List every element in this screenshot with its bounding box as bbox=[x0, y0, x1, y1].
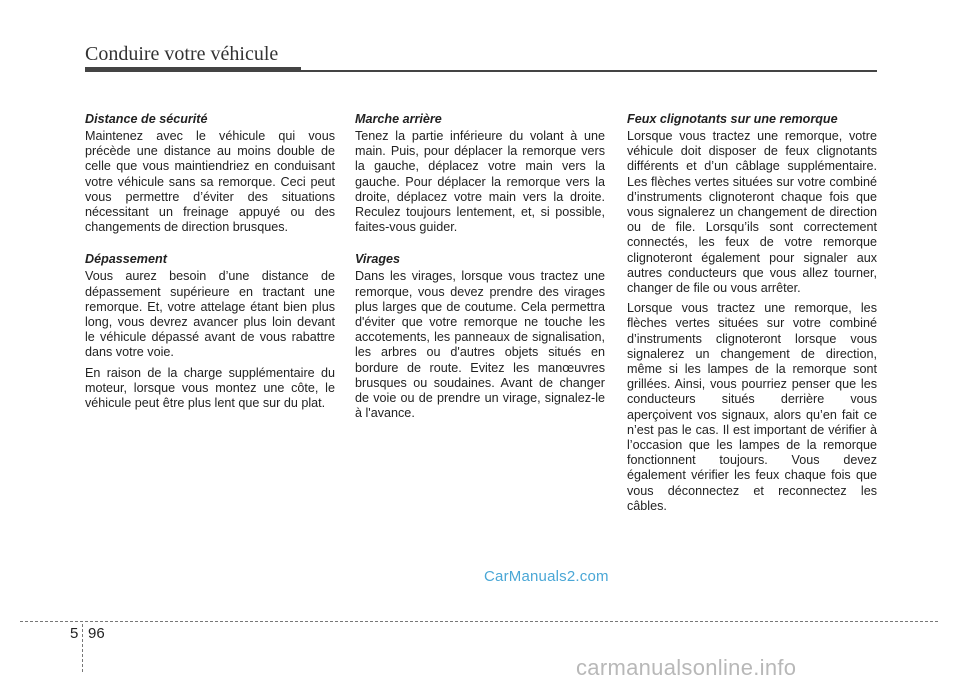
paragraph-marche-arriere: Tenez la partie inférieure du volant à une main. Puis, pour déplacer la remorque vers la gauche, déplacez votre main vers la gauche. Pour déplacer la remorque vers la droite, déplacez votre main vers la droite. Reculez toujours lentement, et, si possible, faites-vous guider. bbox=[355, 129, 605, 235]
paragraph-distance: Maintenez avec le véhicule qui vous précède une distance au moins double de celle que vous maintiendriez en conduisant votre véhicule sans sa remorque. Ceci peut vous permettre d’éviter des situations nécessitant un freinage appuyé ou des changements de direction brusques. bbox=[85, 129, 335, 235]
paragraph-feux-1: Lorsque vous tractez une remorque, votre véhicule doit disposer de feux clignotants différents et d’un câblage supplémentaire. Les flèches vertes situées sur votre combiné d’instruments clignoteront chaque fois que vous signalerez un changement de direction ou de file. Lorsqu’ils sont correctement connectés, les feux de votre remorque clignoteront également pour signaler aux autres conducteurs que vous allez tourner, changer de file ou vous arrêter. bbox=[627, 129, 877, 296]
page-header-title: Conduire votre véhicule bbox=[85, 43, 279, 65]
section-title-feux-clignotants: Feux clignotants sur une remorque bbox=[627, 112, 838, 126]
footer-dashed-rule bbox=[20, 621, 938, 622]
paragraph-depassement-2: En raison de la charge supplémentaire du moteur, lorsque vous montez une côte, le véhicule peut être plus lent que sur du plat. bbox=[85, 365, 335, 411]
page-number: 96 bbox=[88, 625, 105, 642]
watermark-link[interactable]: CarManuals2.com bbox=[484, 568, 609, 585]
header-rule-thin bbox=[301, 70, 877, 72]
section-title-marche-arriere: Marche arrière bbox=[355, 112, 442, 126]
chapter-number: 5 bbox=[70, 625, 79, 642]
paragraph-depassement-1: Vous aurez besoin d’une distance de dépassement supérieure en tractant une remorque. Et, votre attelage étant bien plus long, vous devrez avancer plus loin devant le véhicule dépassé avant de vous rabattre dans votre voie. bbox=[85, 269, 335, 360]
section-title-virages: Virages bbox=[355, 252, 401, 267]
section-title-depassement: Dépassement bbox=[85, 252, 167, 267]
column-middle bbox=[355, 112, 605, 426]
paragraph-feux-2: Lorsque vous tractez une remorque, les flèches vertes situées sur votre combiné d’instruments clignoteront lorsque vous signalerez un changement de direction, même si les lampes de la remorque sont grillées. Ainsi, vous pourriez penser que les conducteurs situés derrière vous aperçoivent vos signaux, alors qu’en fait ce n’est pas le cas. Il est important de vérifier à l’occasion que les lampes de la remorque fonctionnent toujours. Vous devez également vérifier les feux chaque fois que vous déconnectez et reconnectez les câbles. bbox=[627, 301, 877, 513]
column-left bbox=[85, 112, 335, 416]
section-title-distance: Distance de sécurité bbox=[85, 112, 208, 126]
header-rule-thick bbox=[85, 67, 301, 72]
footer-dashed-divider bbox=[82, 624, 83, 672]
site-watermark: carmanualsonline.info bbox=[576, 655, 797, 680]
column-right bbox=[627, 112, 877, 519]
paragraph-virages: Dans les virages, lorsque vous tractez une remorque, vous devez prendre des virages plus larges que de coutume. Cela permettra d'éviter que votre remorque ne touche les accotements, les panneaux de signalisation, les arbres ou d'autres objets situés en bordure de route. Evitez les manœuvres brusques ou soudaines. Avant de changer de voie ou de prendre un virage, signalez-le à l'avance. bbox=[355, 269, 605, 421]
